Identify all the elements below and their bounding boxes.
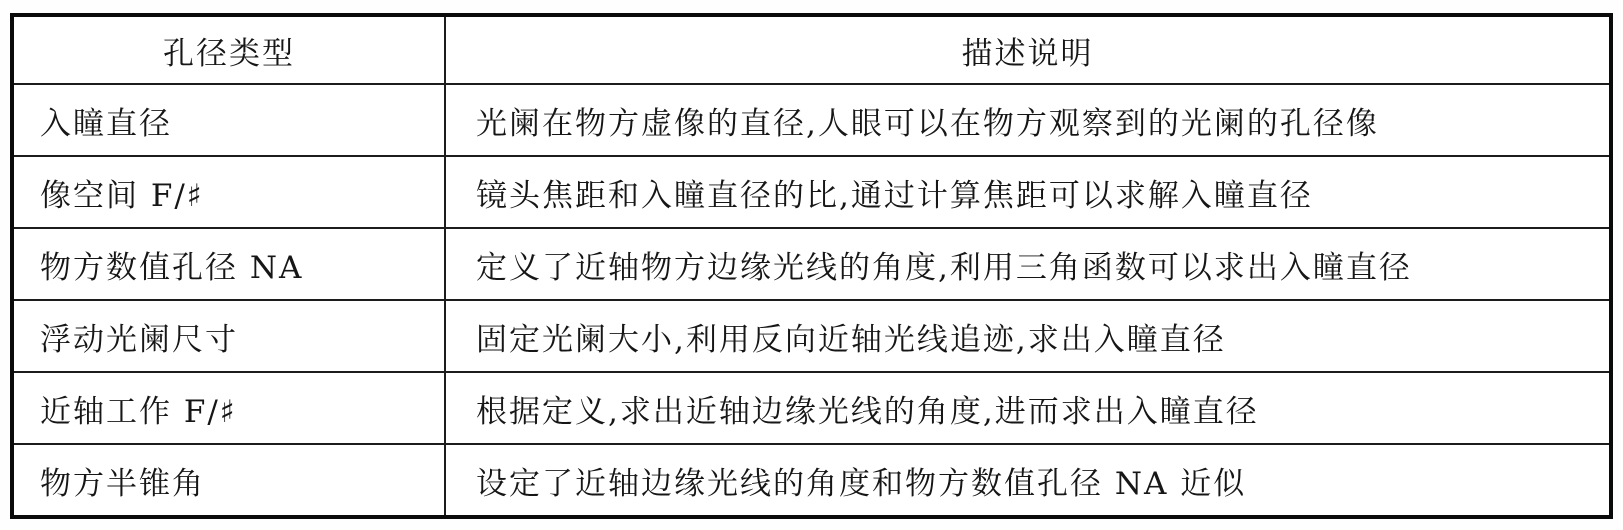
- table-row: [12, 300, 1611, 372]
- table-row: [12, 444, 1611, 517]
- aperture-type-cell: 像空间 F/♯: [12, 156, 445, 228]
- description-cell: 定义了近轴物方边缘光线的角度,利用三角函数可以求出入瞳直径: [445, 228, 1611, 300]
- column-header-description: 描述说明: [445, 15, 1611, 84]
- table-row: [12, 156, 1611, 228]
- description-cell: 设定了近轴边缘光线的角度和物方数值孔径 NA 近似: [445, 444, 1611, 517]
- aperture-type-cell: 浮动光阑尺寸: [12, 300, 445, 372]
- table-row: [12, 228, 1611, 300]
- description-cell: 根据定义,求出近轴边缘光线的角度,进而求出入瞳直径: [445, 372, 1611, 444]
- table-row: [12, 372, 1611, 444]
- aperture-type-cell: 物方半锥角: [12, 444, 445, 517]
- table-row: [12, 84, 1611, 156]
- description-cell: 镜头焦距和入瞳直径的比,通过计算焦距可以求解入瞳直径: [445, 156, 1611, 228]
- description-cell: 光阑在物方虚像的直径,人眼可以在物方观察到的光阑的孔径像: [445, 84, 1611, 156]
- aperture-types-table: [10, 13, 1613, 519]
- header-row: [12, 15, 1611, 84]
- description-cell: 固定光阑大小,利用反向近轴光线追迹,求出入瞳直径: [445, 300, 1611, 372]
- aperture-type-cell: 入瞳直径: [12, 84, 445, 156]
- aperture-type-cell: 近轴工作 F/♯: [12, 372, 445, 444]
- column-header-aperture-type: 孔径类型: [12, 15, 445, 84]
- aperture-type-cell: 物方数值孔径 NA: [12, 228, 445, 300]
